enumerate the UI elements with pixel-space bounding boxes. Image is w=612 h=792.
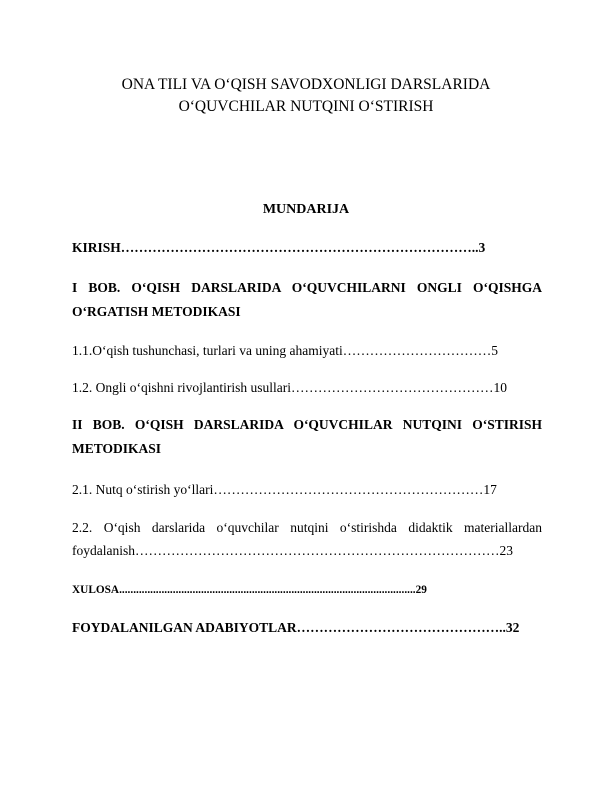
toc-entry-xulosa-text: XULOSA.........................................................................................................29: [72, 584, 427, 596]
contents-heading: MUNDARIJA: [262, 202, 350, 217]
toc-entry-2-2-line-1: 2.2. O‘qish darslarida o‘quvchilar nutqini o‘stirishda didaktik materiallardan: [72, 520, 542, 535]
toc-entry-chapter-2-line-2: METODIKASI: [72, 441, 162, 456]
toc-entry-adabiyotlar: FOYDALANILGAN ADABIYOTLAR………………………………………..32: [72, 620, 520, 635]
title-line-2: O‘QUVCHILAR NUTQINI O‘STIRISH: [178, 98, 434, 115]
toc-entry-xulosa: [72, 578, 542, 601]
toc-entry-2-1: 2.1. Nutq o‘stirish yo‘llari……………………………………………………17: [72, 482, 497, 497]
toc-entry-chapter-1-line-1: I BOB. O‘QISH DARSLARIDA O‘QUVCHILARNI ONGLI O‘QISHGA: [72, 280, 542, 295]
toc-entry-1-1: 1.1.O‘qish tushunchasi, turlari va uning ahamiyati……………………………5: [72, 343, 498, 358]
toc-entry-2-2-line-2: foydalanish………………………………………………………………………23: [72, 543, 513, 558]
toc-entry-1-2: 1.2. Ongli o‘qishni rivojlantirish usullari………………………………………10: [72, 380, 507, 395]
toc-entry-chapter-1-line-2: O‘RGATISH METODIKASI: [72, 304, 241, 319]
title-line-1: ONA TILI VA O‘QISH SAVODXONLIGI DARSLARIDA: [121, 76, 491, 93]
toc-entry-chapter-2-line-1: II BOB. O‘QISH DARSLARIDA O‘QUVCHILAR NUTQINI O‘STIRISH: [72, 417, 542, 432]
document-title: [60, 74, 552, 118]
toc-entry-kirish: KIRISH……………………………………………………………………..3: [72, 240, 486, 255]
